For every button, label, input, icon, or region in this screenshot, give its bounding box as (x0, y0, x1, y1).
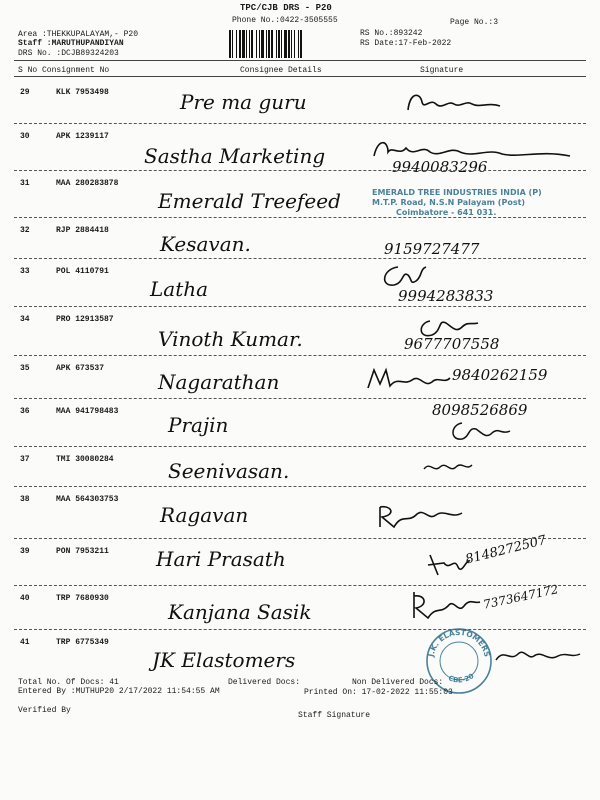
row-consignment: APK 673537 (56, 364, 105, 373)
signature-mark (446, 419, 516, 443)
row-sno: 36 (20, 407, 30, 416)
sheet-title: TPC/CJB DRS - P20 (240, 3, 332, 13)
consignee-phone: 9159727477 (384, 240, 480, 258)
row-sno: 37 (20, 455, 30, 464)
signature-mark (404, 588, 484, 624)
consignee-phone: 9940083296 (392, 158, 488, 176)
page-number: Page No.:3 (450, 18, 499, 27)
row-sno: 39 (20, 547, 30, 556)
total-docs: Total No. Of Docs: 41 (18, 678, 119, 687)
verified-by: Verified By (18, 706, 71, 715)
row-sno: 33 (20, 267, 30, 276)
row-consignment: TRP 6775349 (56, 638, 109, 647)
row-consignment: MAA 564303753 (56, 495, 119, 504)
barcode (228, 30, 350, 58)
signature-mark (420, 457, 476, 477)
area-label: Area :THEKKUPALAYAM,- P20 (18, 30, 139, 39)
consignee-name: Emerald Treefeed (158, 189, 341, 213)
row-sno: 30 (20, 132, 30, 141)
stamp-ring-text: J.K. ELASTOMERS (426, 627, 492, 658)
delivered-docs: Delivered Docs: (228, 678, 301, 687)
row-consignment: PRO 12913587 (56, 315, 114, 324)
company-stamp (372, 188, 586, 228)
column-header-sno: S No Consignment No (18, 66, 110, 75)
table-row (0, 487, 600, 538)
svg-text:CBE-20 (447, 672, 475, 685)
row-consignment: TMI 30080284 (56, 455, 114, 464)
column-header-consignee: Consignee Details (240, 66, 322, 75)
row-consignment: RJP 2884418 (56, 226, 109, 235)
consignee-name: Prajin (168, 413, 229, 437)
table-row (0, 80, 600, 123)
row-sno: 32 (20, 226, 30, 235)
header-rule (14, 60, 586, 61)
consignee-name: JK Elastomers (152, 648, 296, 672)
consignee-phone: 9840262159 (452, 366, 548, 384)
staff-label: Staff :MARUTHUPANDIYAN (18, 39, 124, 48)
row-consignment: MAA 280283878 (56, 179, 119, 188)
consignee-phone: 7373647172 (482, 582, 560, 612)
drs-number: DRS No. :DCJB89324203 (18, 49, 119, 58)
row-sno: 38 (20, 495, 30, 504)
table-row (0, 356, 600, 398)
rs-number: RS No.:893242 (360, 29, 423, 38)
consignee-name: Ragavan (160, 503, 249, 527)
table-row (0, 627, 600, 676)
consignee-phone: 9994283833 (398, 287, 494, 305)
entered-by: Entered By :MUTHUP20 2/17/2022 11:54:55 AM (18, 687, 220, 696)
row-sno: 40 (20, 594, 30, 603)
row-consignment: APK 1239117 (56, 132, 109, 141)
signature-mark (364, 366, 454, 394)
stamp-ring-text: CBE-20 (447, 672, 476, 685)
table-row (0, 582, 600, 629)
consignee-phone: 8098526869 (432, 401, 528, 419)
row-consignment: TRP 7680930 (56, 594, 109, 603)
stamp-line: EMERALD TREE INDUSTRIES INDIA (P) (372, 188, 542, 197)
table-row (0, 532, 600, 585)
row-sno: 31 (20, 179, 30, 188)
column-header-rule (14, 76, 586, 77)
consignee-name: Pre ma guru (180, 90, 307, 114)
row-sno: 34 (20, 315, 30, 324)
row-consignment: KLK 7953498 (56, 88, 109, 97)
non-delivered-docs: Non Delivered Docs: (352, 678, 444, 687)
phone-number: Phone No.:0422-3505555 (232, 16, 338, 25)
consignee-name: Vinoth Kumar. (158, 327, 303, 351)
row-sno: 41 (20, 638, 30, 647)
consignee-name: Hari Prasath (156, 547, 286, 571)
stamp-line: M.T.P. Road, N.S.N Palayam (Post) (372, 198, 526, 207)
consignee-name: Seenivasan. (168, 459, 290, 483)
consignee-phone: 9677707558 (404, 335, 500, 353)
table-row (0, 447, 600, 486)
consignee-name: Sastha Marketing (144, 144, 326, 168)
table-row (0, 259, 600, 306)
consignee-name: Nagarathan (158, 370, 280, 394)
stamp-line: Coimbatore - 641 031. (396, 208, 497, 217)
signature-mark (492, 644, 582, 670)
row-sno: 35 (20, 364, 30, 373)
row-consignment: POL 4110791 (56, 267, 109, 276)
table-row (0, 307, 600, 355)
row-sno: 29 (20, 88, 30, 97)
svg-text:J.K. ELASTOMERS (426, 628, 491, 659)
consignee-name: Kanjana Sasik (168, 600, 312, 624)
printed-on: Printed On: 17-02-2022 11:55:03 (304, 688, 453, 697)
rs-date: RS Date:17-Feb-2022 (360, 39, 452, 48)
row-consignment: PON 7953211 (56, 547, 109, 556)
table-row (0, 399, 600, 446)
signature-mark (372, 501, 482, 531)
staff-signature: Staff Signature (298, 711, 371, 720)
consignee-phone: 8148272507 (464, 532, 548, 568)
column-header-signature: Signature (420, 66, 464, 75)
table-row (0, 124, 600, 176)
consignee-name: Kesavan. (160, 232, 251, 256)
signature-mark (400, 88, 510, 118)
consignee-name: Latha (150, 277, 209, 301)
row-consignment: MAA 941798483 (56, 407, 119, 416)
